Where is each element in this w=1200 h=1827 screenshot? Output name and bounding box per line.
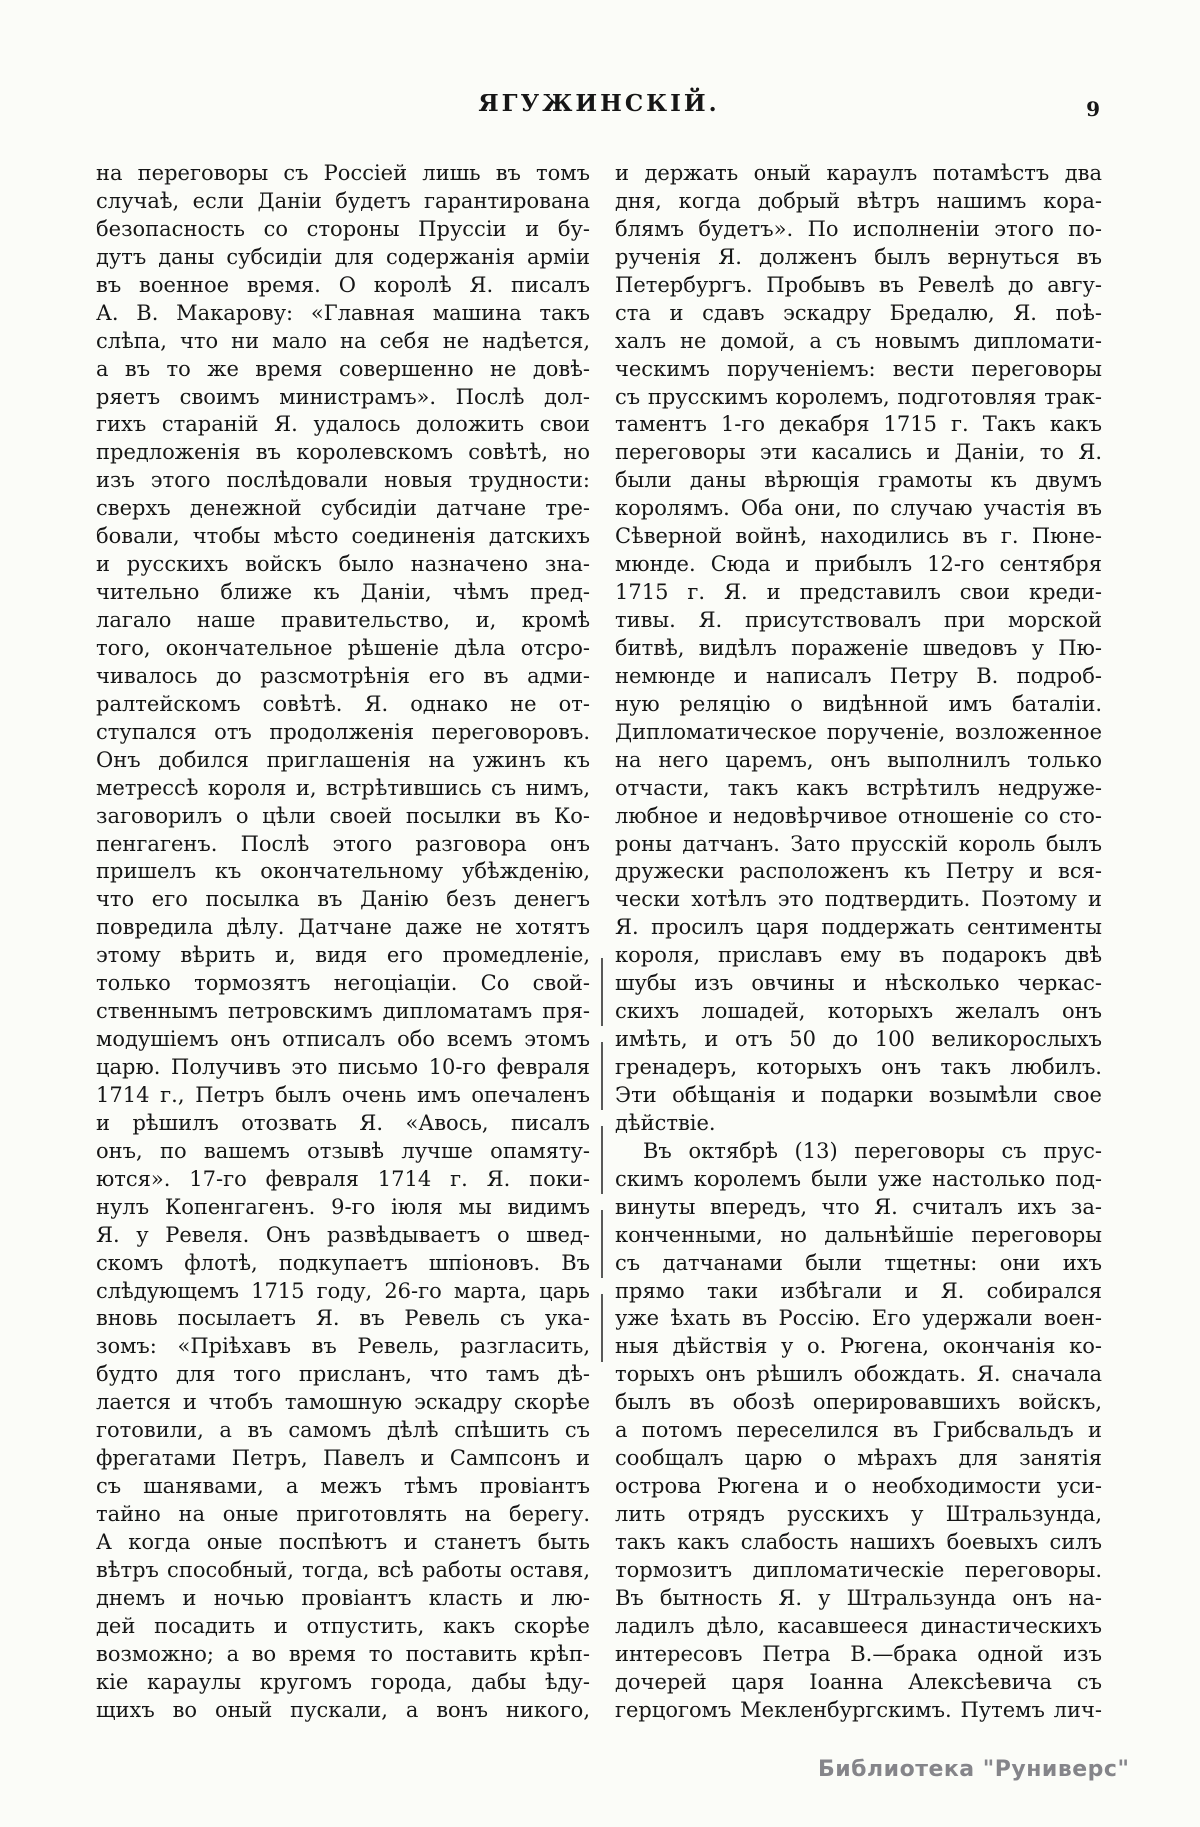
text-line: дутъ даны субсидіи для содержанія арміи [96, 244, 590, 269]
text-line: королямъ. Оба они, по случаю участія въ [615, 496, 1102, 521]
text-line: лается и чтобъ тамошную эскадру скорѣе [96, 1390, 590, 1415]
text-line: съ шанявами, а межъ тѣмъ провіантъ [96, 1474, 590, 1499]
text-line: ладилъ дѣло, касавшееся династическихъ [615, 1613, 1102, 1638]
text-line: фрегатами Петръ, Павелъ и Сампсонъ и [96, 1446, 590, 1471]
text-line: тайно на оные приготовлять на берегу. [96, 1502, 590, 1526]
text-line: торыхъ онъ рѣшилъ обождать. Я. сначала [615, 1362, 1102, 1387]
text-line: тормозитъ дипломатическіе переговоры. [615, 1557, 1102, 1582]
text-line: имѣть, и отъ 50 до 100 великорослыхъ [615, 1027, 1102, 1052]
text-line: 1714 г., Петръ былъ очень имъ опечаленъ [96, 1082, 590, 1107]
text-line: что его посылка въ Данію безъ денегъ [96, 887, 590, 912]
text-line: гихъ стараній Я. удалось доложить свои [96, 412, 590, 437]
text-line: любное и недовѣрчивое отношеніе со сто- [615, 803, 1102, 828]
text-line: ственнымъ петровскимъ дипломатамъ пря- [96, 999, 590, 1024]
text-line: изъ этого послѣдовали новыя трудности: [96, 468, 590, 493]
text-line: скомъ флотѣ, подкупаетъ шпіоновъ. Въ [96, 1250, 590, 1275]
text-line: метрессѣ короля и, встрѣтившись съ нимъ, [96, 775, 590, 800]
text-line: интересовъ Петра В.—брака одной изъ [615, 1641, 1102, 1666]
page-header [96, 90, 1102, 124]
text-line: вновь посылаетъ Я. въ Ревель съ ука- [96, 1306, 590, 1331]
text-line: скихъ лошадей, которыхъ желалъ онъ [615, 999, 1102, 1024]
text-line: Онъ добился приглашенія на ужинъ къ [96, 747, 590, 772]
text-line: зомъ: «Пріѣхавъ въ Ревель, разгласить, [96, 1334, 590, 1359]
text-line: слѣдующемъ 1715 году, 26-го марта, царь [96, 1278, 590, 1303]
text-line: этому вѣрить и, видя его промедленіе, [96, 943, 590, 968]
text-line: халъ не домой, а съ новымъ дипломати- [615, 328, 1102, 353]
text-line: гренадеръ, которыхъ онъ такъ любилъ. [615, 1055, 1102, 1079]
text-line: дей посадить и отпустить, какъ скорѣе [96, 1613, 590, 1638]
text-line: блямъ будетъ». По исполненіи этого по- [615, 216, 1102, 241]
text-line: бовали, чтобы мѣсто соединенія датскихъ [96, 524, 590, 549]
text-line: только тормозятъ негоціаціи. Со свой- [96, 971, 590, 996]
text-line: царю. Получивъ это письмо 10-го февраля [96, 1055, 590, 1079]
text-line: Сѣверной войнѣ, находились въ г. Пюне- [615, 524, 1102, 549]
text-line: А когда оные поспѣютъ и станетъ быть [96, 1529, 590, 1554]
text-line: а въ то же время совершенно не довѣ- [96, 356, 590, 381]
text-line: таментъ 1-го декабря 1715 г. Такъ какъ [615, 412, 1102, 437]
text-line: безопасность со стороны Пруссіи и бу- [96, 216, 590, 241]
text-line: переговоры эти касались и Даніи, то Я. [615, 440, 1102, 465]
text-line: битвѣ, видѣлъ пораженіе шведовъ у Пю- [615, 635, 1102, 660]
text-line: лить отрядъ русскихъ у Штральзунда, [615, 1502, 1102, 1526]
text-line: сверхъ денежной субсидіи датчане тре- [96, 496, 590, 521]
text-line: скимъ королемъ были уже настолько под- [615, 1166, 1102, 1191]
text-line: Эти обѣщанія и подарки возымѣли свое [615, 1082, 1102, 1107]
text-line: ряетъ своимъ министрамъ». Послѣ дол- [96, 384, 590, 409]
text-line: острова Рюгена и о необходимости уси- [615, 1474, 1102, 1499]
text-line: прямо таки избѣгали и Я. собирался [615, 1278, 1102, 1303]
text-line: чительно ближе къ Даніи, чѣмъ пред- [96, 580, 590, 605]
text-line: Въ октябрѣ (13) переговоры съ прус- [643, 1138, 1102, 1163]
text-line: ралтейскомъ совѣтѣ. Я. однако не от- [96, 691, 590, 716]
text-line: и держать оный караулъ потамѣстъ два [615, 161, 1102, 185]
text-line: заговорилъ о цѣли своей посылки въ Ко- [96, 803, 590, 828]
text-line: Петербургъ. Пробывъ въ Ревелѣ до авгу- [615, 272, 1102, 297]
text-line: онъ, по вашемъ отзывѣ лучше опамяту- [96, 1138, 590, 1163]
text-line: на переговоры съ Россіей лишь въ томъ [96, 161, 590, 185]
text-line: чивалось до разсмотрѣнія его въ адми- [96, 663, 590, 688]
text-line: на него царемъ, онъ выполнилъ только [615, 747, 1102, 772]
text-line: слѣпа, что ни мало на себя не надѣется, [96, 328, 590, 353]
text-line: дружески расположенъ къ Петру и вся- [615, 859, 1102, 884]
text-line: отчасти, такъ какъ встрѣтилъ недруже- [615, 775, 1102, 800]
text-line: и рѣшилъ отозвать Я. «Авось, писалъ [96, 1110, 590, 1135]
page-number: 9 [1086, 97, 1100, 121]
text-line: съ прусскимъ королемъ, подготовляя трак- [615, 384, 1102, 409]
text-line: предложенія въ королевскомъ совѣтѣ, но [96, 440, 590, 465]
text-line: уже ѣхать въ Россію. Его удержали воен- [615, 1306, 1102, 1331]
text-line: того, окончательное рѣшеніе дѣла отсро- [96, 635, 590, 660]
text-line: былъ въ обозѣ оперировавшихъ войскъ, [615, 1390, 1102, 1415]
text-line: тивы. Я. присутствовалъ при морской [615, 608, 1102, 632]
text-line: вѣтръ способный, тогда, всѣ работы оставя, [96, 1557, 590, 1582]
text-line: дочерей царя Іоанна Алексѣевича съ [615, 1669, 1102, 1694]
text-line: шубы изъ овчины и нѣсколько черкас- [615, 971, 1102, 996]
text-line: и русскихъ войскъ было назначено зна- [96, 552, 590, 577]
text-line: щихъ во оный пускали, а вонъ никого, [96, 1697, 590, 1722]
text-line: будто для того присланъ, что тамъ дѣ- [96, 1362, 590, 1387]
text-line: Въ бытность Я. у Штральзунда онъ на- [615, 1585, 1102, 1610]
text-line: въ военное время. О королѣ Я. писалъ [96, 272, 590, 297]
text-line: ступался отъ продолженія переговоровъ. [96, 719, 590, 744]
text-line: чески хотѣлъ это подтвердить. Поэтому и [615, 887, 1102, 912]
text-line: рученія Я. долженъ былъ вернуться въ [615, 244, 1102, 269]
text-line: пенгагенъ. Послѣ этого разговора онъ [96, 831, 590, 856]
text-line: роны датчанъ. Зато прусскій король былъ [615, 831, 1102, 856]
text-columns [96, 160, 1102, 1725]
text-column-left [96, 160, 590, 1725]
text-line: Дипломатическое порученіе, возложенное [615, 719, 1102, 744]
text-line: короля, приславъ ему въ подарокъ двѣ [615, 943, 1102, 968]
text-line: конченными, но дальнѣйшіе переговоры [615, 1222, 1102, 1247]
text-column-right [615, 160, 1102, 1725]
text-line: ются». 17-го февраля 1714 г. Я. поки- [96, 1166, 590, 1191]
text-line: готовили, а въ самомъ дѣлѣ спѣшить съ [96, 1418, 590, 1443]
text-line: Я. просилъ царя поддержать сентименты [615, 915, 1102, 940]
text-line: модушіемъ онъ отписалъ обо всемъ этомъ [96, 1027, 590, 1052]
text-line: немюнде и написалъ Петру В. подроб- [615, 663, 1102, 688]
text-line: кіе караулы кругомъ города, дабы ѣду- [96, 1669, 590, 1694]
running-title: ЯГУЖИНСКІЙ. [478, 90, 720, 117]
column-divider-line [601, 958, 603, 1370]
text-line: пришелъ къ окончательному убѣжденію, [96, 859, 590, 884]
text-line: съ датчанами были тщетны: они ихъ [615, 1250, 1102, 1275]
text-line: случаѣ, если Даніи будетъ гарантирована [96, 188, 590, 213]
text-line: 1715 г. Я. и представилъ свои креди- [615, 580, 1102, 605]
text-line: ную реляцію о видѣнной имъ баталіи. [615, 691, 1102, 716]
text-line: такъ какъ слабость нашихъ боевыхъ силъ [615, 1529, 1102, 1554]
watermark: Библиотека "Руниверс" [818, 1757, 1130, 1782]
text-line: герцогомъ Мекленбургскимъ. Путемъ лич- [615, 1697, 1102, 1722]
text-line: были даны вѣрющія грамоты къ двумъ [615, 468, 1102, 493]
text-line: нулъ Копенгагенъ. 9-го іюля мы видимъ [96, 1194, 590, 1219]
text-line: повредила дѣлу. Датчане даже не хотятъ [96, 915, 590, 940]
text-line: лагало наше правительство, и, кромѣ [96, 608, 590, 632]
text-line: ныя дѣйствія у о. Рюгена, окончанія ко- [615, 1334, 1102, 1359]
text-line: дѣйствіе. [615, 1110, 716, 1135]
text-line: мюнде. Сюда и прибылъ 12-го сентября [615, 552, 1102, 577]
text-line: возможно; а во время то поставить крѣп- [96, 1641, 590, 1666]
text-line: а потомъ переселился въ Грибсвальдъ и [615, 1418, 1102, 1443]
text-line: винуты впередъ, что Я. считалъ ихъ за- [615, 1194, 1102, 1219]
text-line: ста и сдавъ эскадру Бредалю, Я. поѣ- [615, 300, 1102, 325]
text-line: сообщалъ царю о мѣрахъ для занятія [615, 1446, 1102, 1471]
text-line: Я. у Ревеля. Онъ развѣдываетъ о швед- [96, 1222, 590, 1247]
text-line: днемъ и ночью провіантъ класть и лю- [96, 1585, 590, 1610]
text-line: дня, когда добрый вѣтръ нашимъ кора- [615, 188, 1102, 213]
text-line: ческимъ порученіемъ: вести переговоры [615, 356, 1102, 381]
text-line: А. В. Макарову: «Главная машина такъ [96, 300, 590, 325]
